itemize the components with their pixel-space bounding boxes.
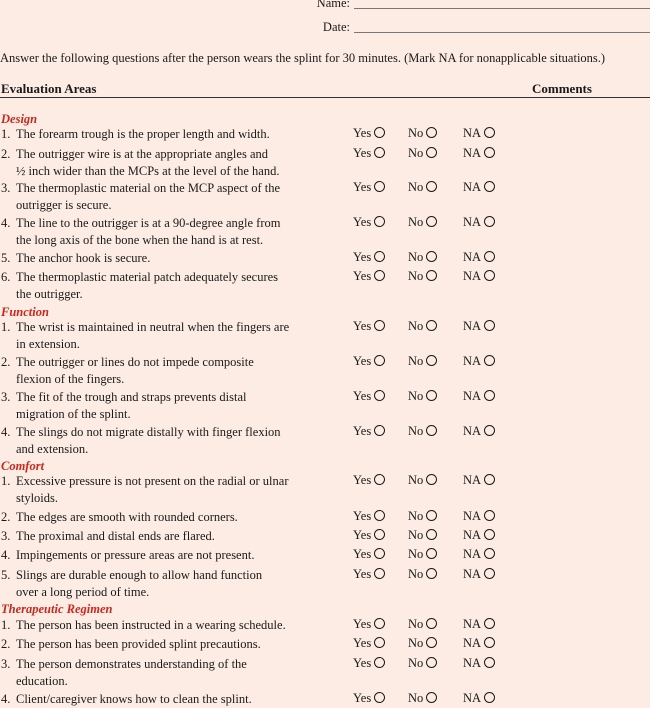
item-number: 1. (1, 320, 11, 334)
item-text-line: The wrist is maintained in neutral when the fingers are (16, 320, 290, 334)
item-text-line: and extension. (16, 442, 89, 456)
option-no-label: No (408, 215, 424, 229)
option-yes[interactable] (353, 656, 385, 671)
item-text-line: styloids. (16, 491, 59, 505)
option-na[interactable] (463, 389, 495, 404)
radio-na-icon[interactable] (484, 216, 495, 227)
option-na-label: NA (463, 528, 482, 542)
option-no[interactable] (408, 180, 437, 195)
option-yes[interactable] (353, 389, 385, 404)
option-no-label: No (408, 389, 424, 403)
option-yes[interactable] (353, 354, 385, 369)
radio-no-icon[interactable] (426, 390, 437, 401)
radio-no-icon[interactable] (426, 568, 437, 579)
response-options (0, 215, 650, 232)
option-yes-label: Yes (353, 250, 372, 264)
option-na-label: NA (463, 354, 482, 368)
radio-no-icon[interactable] (426, 637, 437, 648)
option-no[interactable] (408, 126, 437, 141)
radio-yes-icon[interactable] (374, 147, 385, 158)
option-na[interactable] (463, 424, 495, 439)
item-text-line: Slings are durable enough to allow hand function (16, 568, 263, 582)
item-text-line: over a long period of time. (16, 585, 150, 599)
evaluation-areas-heading: Evaluation Areas (1, 81, 97, 96)
response-options (0, 319, 650, 336)
response-options (0, 636, 650, 653)
item-number: 4. (1, 548, 11, 562)
item-number: 4. (1, 692, 11, 706)
option-no[interactable] (408, 215, 437, 230)
option-na[interactable] (463, 509, 495, 524)
item-number: 4. (1, 425, 11, 439)
option-yes[interactable] (353, 250, 385, 265)
radio-yes-icon[interactable] (374, 657, 385, 668)
option-yes[interactable] (353, 547, 385, 562)
radio-yes-icon[interactable] (374, 270, 385, 281)
option-na-label: NA (463, 389, 482, 403)
option-no[interactable] (408, 617, 437, 632)
item-text-line: The thermoplastic material on the MCP aspect of the (16, 181, 281, 195)
radio-yes-icon[interactable] (374, 355, 385, 366)
item-number: 2. (1, 637, 11, 651)
item-number: 3. (1, 181, 11, 195)
item-number: 2. (1, 510, 11, 524)
radio-na-icon[interactable] (484, 270, 495, 281)
radio-yes-icon[interactable] (374, 618, 385, 629)
option-no[interactable] (408, 250, 437, 265)
option-yes-label: Yes (353, 656, 372, 670)
option-yes[interactable] (353, 146, 385, 161)
option-no-label: No (408, 509, 424, 523)
item-number: 5. (1, 251, 11, 265)
radio-yes-icon[interactable] (374, 181, 385, 192)
response-options (0, 126, 650, 143)
option-no-label: No (408, 656, 424, 670)
option-na-label: NA (463, 691, 482, 705)
radio-no-icon[interactable] (426, 510, 437, 521)
radio-no-icon[interactable] (426, 270, 437, 281)
response-options (0, 473, 650, 490)
option-na-label: NA (463, 250, 482, 264)
option-no-label: No (408, 126, 424, 140)
option-yes[interactable] (353, 567, 385, 582)
response-options (0, 528, 650, 545)
date-label: Date: (322, 20, 350, 34)
radio-na-icon[interactable] (484, 251, 495, 262)
option-na-label: NA (463, 509, 482, 523)
item-text-line: The person has been provided splint precautions. (16, 637, 261, 651)
header-rule (0, 97, 650, 98)
option-na[interactable] (463, 250, 495, 265)
response-options (0, 509, 650, 526)
radio-na-icon[interactable] (484, 637, 495, 648)
radio-na-icon[interactable] (484, 548, 495, 559)
item-text-line: Excessive pressure is not present on the radial or ulnar (16, 474, 289, 488)
section-title: Function (1, 305, 49, 319)
option-no[interactable] (408, 473, 437, 488)
option-no-label: No (408, 180, 424, 194)
response-options (0, 617, 650, 634)
radio-na-icon[interactable] (484, 425, 495, 436)
item-text-line: The fit of the trough and straps prevents distal (16, 390, 247, 404)
option-no[interactable] (408, 424, 437, 439)
option-na[interactable] (463, 215, 495, 230)
radio-yes-icon[interactable] (374, 320, 385, 331)
radio-na-icon[interactable] (484, 355, 495, 366)
name-line[interactable] (354, 8, 650, 9)
option-yes-label: Yes (353, 180, 372, 194)
date-line[interactable] (354, 32, 650, 33)
response-options (0, 424, 650, 441)
option-na[interactable] (463, 146, 495, 161)
radio-no-icon[interactable] (426, 657, 437, 668)
radio-yes-icon[interactable] (374, 510, 385, 521)
section-title: Therapeutic Regimen (1, 602, 113, 616)
option-na-label: NA (463, 269, 482, 283)
option-na[interactable] (463, 547, 495, 562)
radio-yes-icon[interactable] (374, 251, 385, 262)
option-na-label: NA (463, 146, 482, 160)
option-na-label: NA (463, 215, 482, 229)
response-options (0, 389, 650, 406)
radio-yes-icon[interactable] (374, 216, 385, 227)
option-no[interactable] (408, 354, 437, 369)
radio-yes-icon[interactable] (374, 568, 385, 579)
item-text-line: The forearm trough is the proper length and width. (16, 127, 270, 141)
item-number: 1. (1, 127, 11, 141)
option-no-label: No (408, 636, 424, 650)
item-number: 3. (1, 657, 11, 671)
response-options (0, 250, 650, 267)
option-no[interactable] (408, 146, 437, 161)
option-na-label: NA (463, 424, 482, 438)
item-text-line: The person has been instructed in a wearing schedule. (16, 618, 286, 632)
radio-na-icon[interactable] (484, 320, 495, 331)
item-number: 3. (1, 390, 11, 404)
item-text-line: The outrigger wire is at the appropriate angles and (16, 147, 268, 161)
option-no-label: No (408, 269, 424, 283)
item-text-line: migration of the splint. (16, 407, 131, 421)
item-text-line: education. (16, 674, 68, 688)
radio-no-icon[interactable] (426, 548, 437, 559)
item-text-line: The slings do not migrate distally with finger flexion (16, 425, 281, 439)
item-number: 3. (1, 529, 11, 543)
option-no[interactable] (408, 389, 437, 404)
name-label: Name: (316, 0, 350, 10)
item-text-line: flexion of the fingers. (16, 372, 125, 386)
item-text-line: the long axis of the bone when the hand is at rest. (16, 233, 264, 247)
option-no-label: No (408, 354, 424, 368)
option-yes-label: Yes (353, 389, 372, 403)
item-text-line: outrigger is secure. (16, 198, 112, 212)
option-na-label: NA (463, 547, 482, 561)
option-yes-label: Yes (353, 146, 372, 160)
section-title: Comfort (1, 459, 45, 473)
radio-yes-icon[interactable] (374, 425, 385, 436)
option-na-label: NA (463, 567, 482, 581)
item-text-line: The proximal and distal ends are flared. (16, 529, 215, 543)
option-no-label: No (408, 146, 424, 160)
item-number: 1. (1, 618, 11, 632)
option-yes-label: Yes (353, 528, 372, 542)
option-yes[interactable] (353, 636, 385, 651)
option-yes[interactable] (353, 180, 385, 195)
option-yes-label: Yes (353, 547, 372, 561)
radio-no-icon[interactable] (426, 692, 437, 703)
option-yes-label: Yes (353, 473, 372, 487)
item-text-line: in extension. (16, 337, 80, 351)
option-no[interactable] (408, 547, 437, 562)
option-yes[interactable] (353, 473, 385, 488)
item-number: 5. (1, 568, 11, 582)
item-text-line: Client/caregiver knows how to clean the splint. (16, 692, 252, 706)
item-number: 2. (1, 355, 11, 369)
radio-no-icon[interactable] (426, 529, 437, 540)
option-no-label: No (408, 547, 424, 561)
radio-yes-icon[interactable] (374, 692, 385, 703)
option-no[interactable] (408, 691, 437, 706)
item-text-line: The thermoplastic material patch adequately secures (16, 270, 279, 284)
option-yes-label: Yes (353, 691, 372, 705)
radio-na-icon[interactable] (484, 568, 495, 579)
radio-na-icon[interactable] (484, 474, 495, 485)
option-na[interactable] (463, 636, 495, 651)
response-options (0, 691, 650, 708)
option-na[interactable] (463, 180, 495, 195)
option-yes[interactable] (353, 509, 385, 524)
option-yes-label: Yes (353, 319, 372, 333)
option-no-label: No (408, 691, 424, 705)
option-no-label: No (408, 319, 424, 333)
radio-no-icon[interactable] (426, 181, 437, 192)
item-text-line: The anchor hook is secure. (16, 251, 151, 265)
radio-na-icon[interactable] (484, 181, 495, 192)
option-na-label: NA (463, 617, 482, 631)
item-text-line: The outrigger or lines do not impede composite (16, 355, 254, 369)
radio-na-icon[interactable] (484, 127, 495, 138)
option-yes-label: Yes (353, 215, 372, 229)
radio-na-icon[interactable] (484, 147, 495, 158)
radio-yes-icon[interactable] (374, 529, 385, 540)
option-yes-label: Yes (353, 269, 372, 283)
option-na[interactable] (463, 528, 495, 543)
radio-na-icon[interactable] (484, 390, 495, 401)
radio-na-icon[interactable] (484, 510, 495, 521)
option-no[interactable] (408, 509, 437, 524)
option-na[interactable] (463, 126, 495, 141)
option-na-label: NA (463, 180, 482, 194)
option-na-label: NA (463, 473, 482, 487)
option-yes[interactable] (353, 215, 385, 230)
option-yes-label: Yes (353, 509, 372, 523)
item-number: 1. (1, 474, 11, 488)
option-na-label: NA (463, 636, 482, 650)
item-text-line: The edges are smooth with rounded corners. (16, 510, 238, 524)
date-field[interactable] (0, 20, 650, 36)
response-options (0, 547, 650, 564)
radio-no-icon[interactable] (426, 127, 437, 138)
radio-no-icon[interactable] (426, 251, 437, 262)
item-number: 6. (1, 270, 11, 284)
option-yes-label: Yes (353, 567, 372, 581)
option-yes[interactable] (353, 319, 385, 334)
comments-heading: Comments (532, 81, 592, 96)
radio-no-icon[interactable] (426, 474, 437, 485)
radio-no-icon[interactable] (426, 355, 437, 366)
radio-no-icon[interactable] (426, 618, 437, 629)
item-text-line: the outrigger. (16, 287, 83, 301)
item-text-line: ½ inch wider than the MCPs at the level of the hand. (16, 164, 280, 178)
option-no-label: No (408, 473, 424, 487)
option-no-label: No (408, 250, 424, 264)
option-na[interactable] (463, 691, 495, 706)
option-na[interactable] (463, 473, 495, 488)
option-no[interactable] (408, 636, 437, 651)
response-options (0, 354, 650, 371)
instructions: Answer the following questions after the person wears the splint for 30 minutes. (Mark NA for nonapplicable situations.) (0, 51, 606, 65)
radio-no-icon[interactable] (426, 425, 437, 436)
option-no-label: No (408, 567, 424, 581)
option-yes[interactable] (353, 691, 385, 706)
name-field[interactable] (0, 0, 650, 12)
radio-no-icon[interactable] (426, 147, 437, 158)
option-yes-label: Yes (353, 617, 372, 631)
option-no-label: No (408, 528, 424, 542)
option-yes-label: Yes (353, 354, 372, 368)
option-yes[interactable] (353, 269, 385, 284)
option-no[interactable] (408, 528, 437, 543)
option-yes[interactable] (353, 126, 385, 141)
option-no[interactable] (408, 319, 437, 334)
response-options (0, 180, 650, 197)
response-options (0, 567, 650, 584)
radio-na-icon[interactable] (484, 692, 495, 703)
option-yes[interactable] (353, 617, 385, 632)
option-na[interactable] (463, 656, 495, 671)
option-na-label: NA (463, 126, 482, 140)
item-text-line: The person demonstrates understanding of the (16, 657, 247, 671)
radio-no-icon[interactable] (426, 320, 437, 331)
option-no[interactable] (408, 656, 437, 671)
radio-yes-icon[interactable] (374, 390, 385, 401)
option-na[interactable] (463, 567, 495, 582)
radio-na-icon[interactable] (484, 529, 495, 540)
radio-yes-icon[interactable] (374, 548, 385, 559)
item-number: 2. (1, 147, 11, 161)
response-options (0, 146, 650, 163)
option-na[interactable] (463, 269, 495, 284)
option-no-label: No (408, 617, 424, 631)
option-na-label: NA (463, 656, 482, 670)
option-na[interactable] (463, 354, 495, 369)
option-na[interactable] (463, 319, 495, 334)
response-options (0, 656, 650, 673)
section-title: Design (1, 112, 38, 126)
option-yes-label: Yes (353, 636, 372, 650)
response-options (0, 269, 650, 286)
option-yes[interactable] (353, 528, 385, 543)
option-yes[interactable] (353, 424, 385, 439)
item-text-line: Impingements or pressure areas are not present. (16, 548, 255, 562)
option-no[interactable] (408, 269, 437, 284)
option-no-label: No (408, 424, 424, 438)
radio-no-icon[interactable] (426, 216, 437, 227)
option-na-label: NA (463, 319, 482, 333)
radio-yes-icon[interactable] (374, 127, 385, 138)
radio-na-icon[interactable] (484, 657, 495, 668)
option-yes-label: Yes (353, 424, 372, 438)
option-no[interactable] (408, 567, 437, 582)
option-yes-label: Yes (353, 126, 372, 140)
item-number: 4. (1, 216, 11, 230)
radio-yes-icon[interactable] (374, 637, 385, 648)
item-text-line: The line to the outrigger is at a 90-degree angle from (16, 216, 281, 230)
radio-yes-icon[interactable] (374, 474, 385, 485)
option-na[interactable] (463, 617, 495, 632)
radio-na-icon[interactable] (484, 618, 495, 629)
